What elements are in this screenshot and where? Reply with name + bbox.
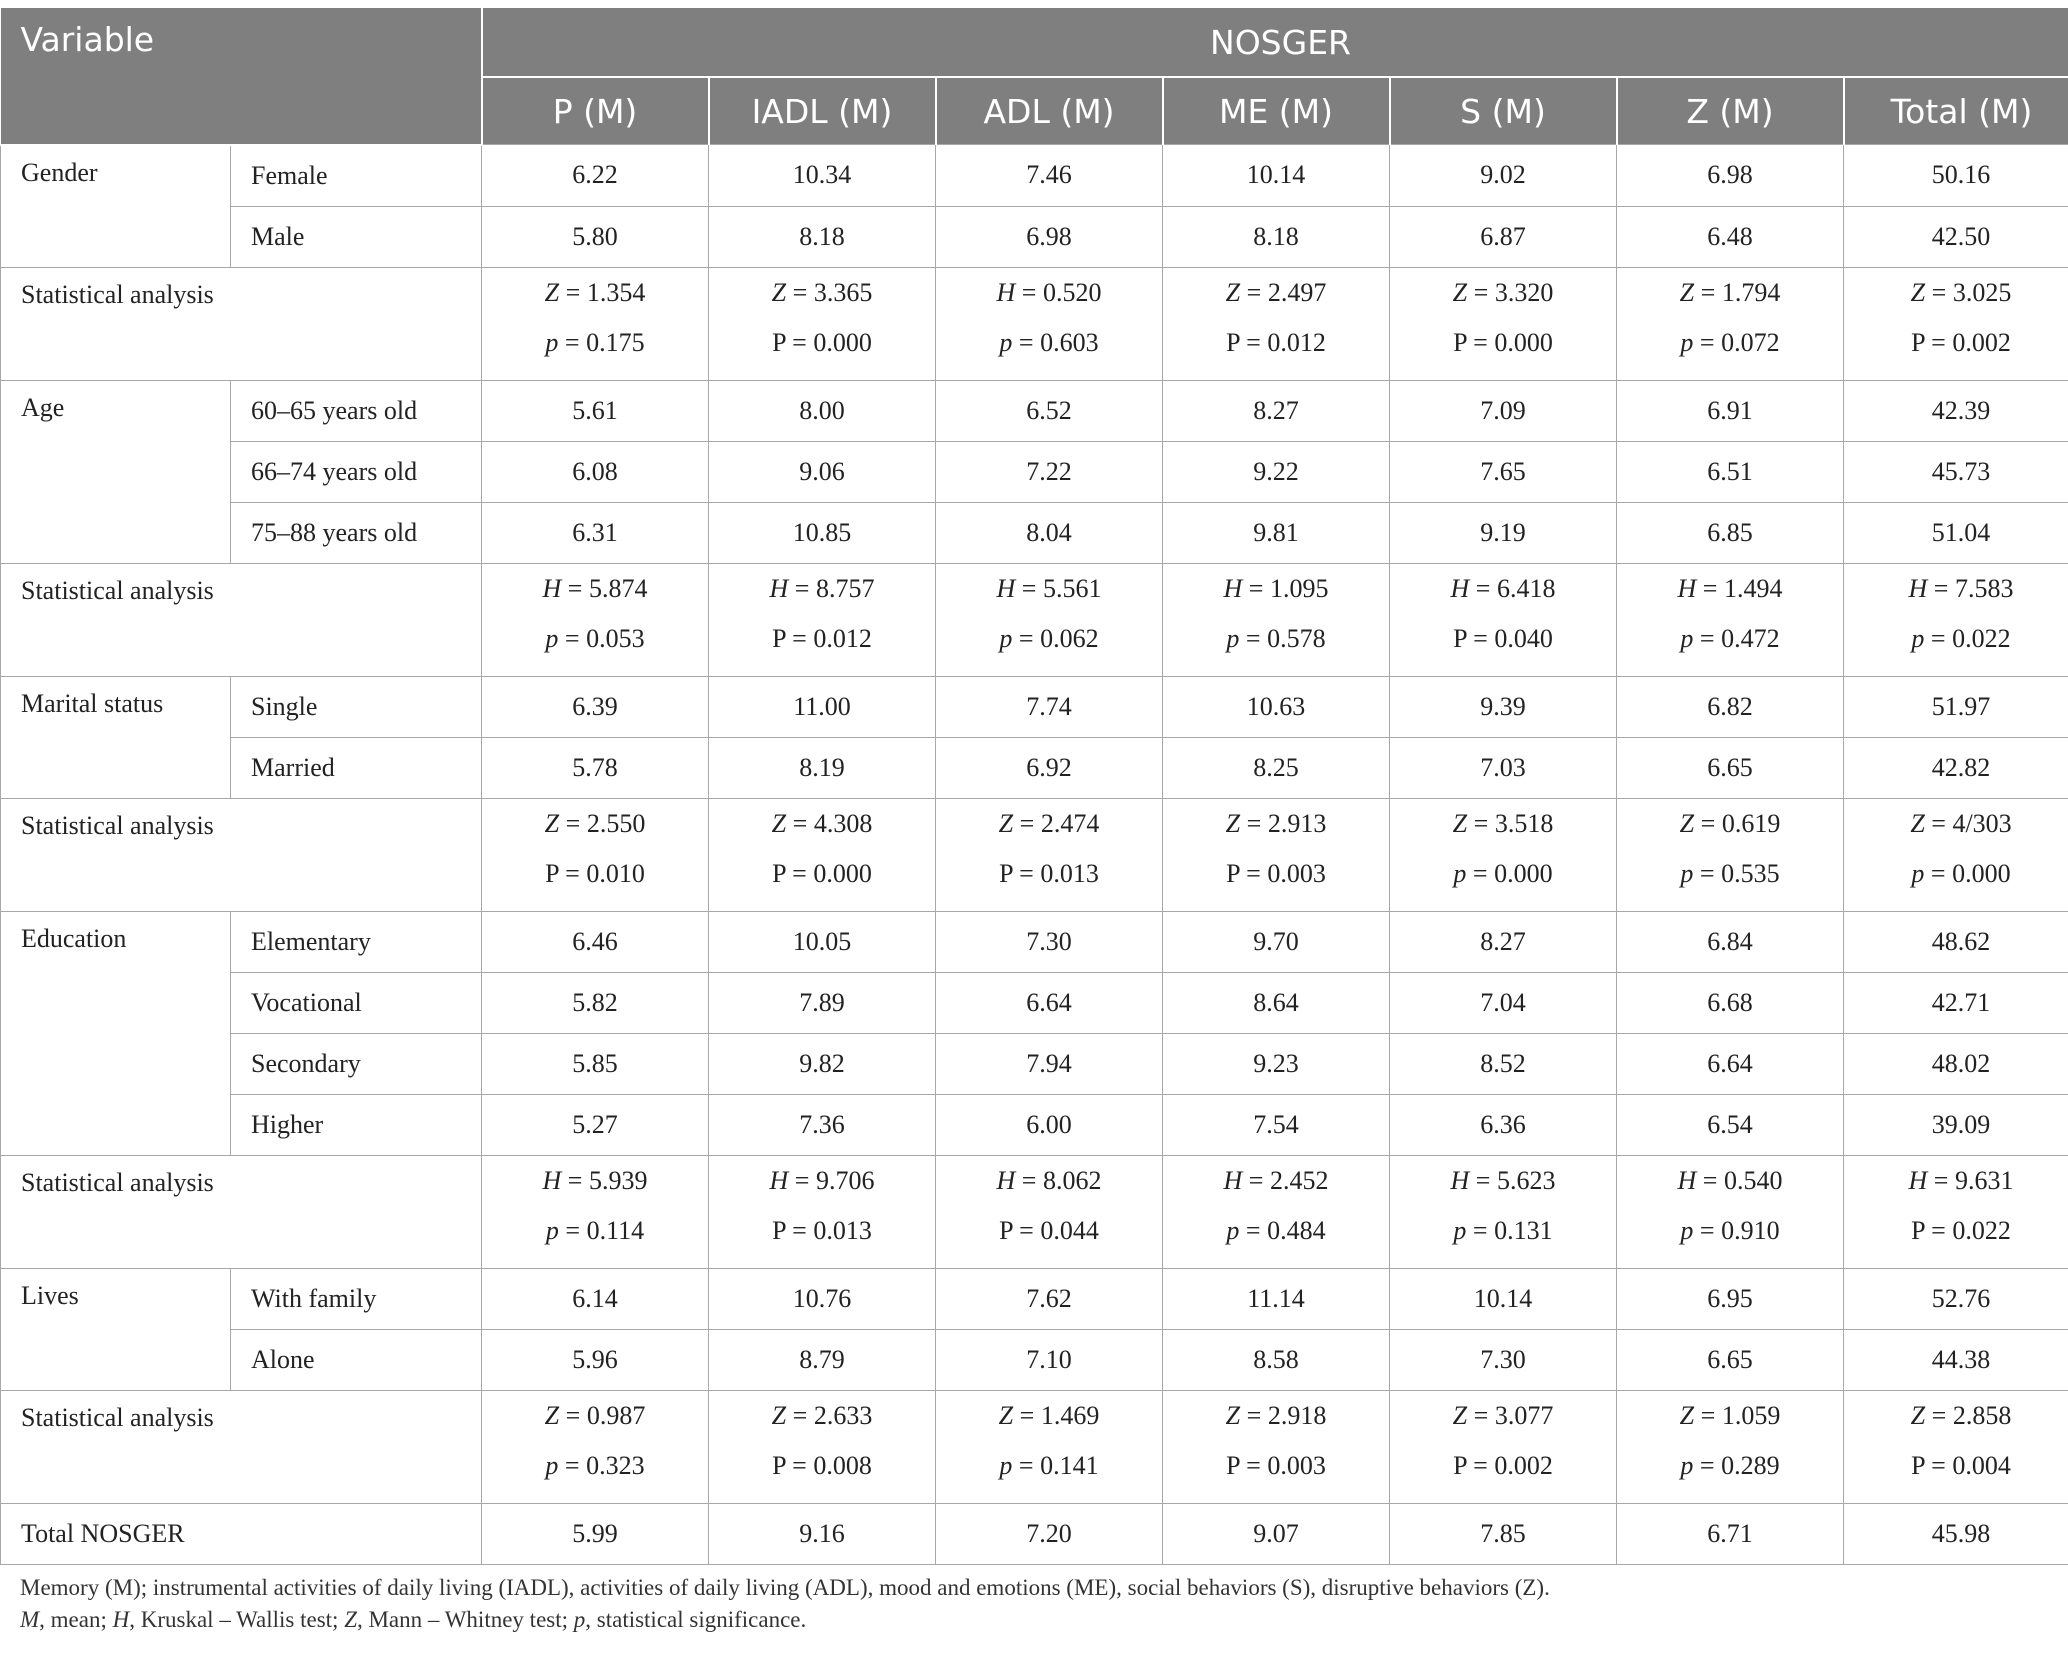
- value-cell: 5.85: [482, 1033, 709, 1094]
- stat-label: Statistical analysis: [1, 267, 482, 380]
- stat-cell: [936, 267, 1163, 380]
- column-header: ADL (M): [936, 77, 1163, 145]
- value-cell: 11.14: [1163, 1268, 1390, 1329]
- value-cell: 6.91: [1617, 380, 1844, 441]
- p-value: P = 0.000: [772, 327, 872, 357]
- test-statistic: H = 5.939: [542, 1165, 648, 1195]
- p-value: p = 0.131: [1453, 1215, 1553, 1245]
- value-cell: 9.39: [1390, 676, 1617, 737]
- value-cell: 5.82: [482, 972, 709, 1033]
- table-row: [1, 911, 2068, 972]
- test-statistic: Z = 2.550: [544, 808, 646, 838]
- p-value: P = 0.010: [545, 858, 645, 888]
- stat-cell: [482, 267, 709, 380]
- total-value-cell: 5.99: [482, 1503, 709, 1564]
- value-cell: 7.62: [936, 1268, 1163, 1329]
- p-value: p = 0.000: [1453, 858, 1553, 888]
- stat-label: Statistical analysis: [1, 1155, 482, 1268]
- total-value-cell: 45.98: [1844, 1503, 2068, 1564]
- stat-cell: [1390, 267, 1617, 380]
- stat-row: [1, 267, 2068, 380]
- value-cell: 8.18: [709, 206, 936, 267]
- stat-cell: [709, 563, 936, 676]
- test-statistic: Z = 3.365: [771, 277, 873, 307]
- stat-cell: [482, 1155, 709, 1268]
- p-value: p = 0.289: [1680, 1450, 1780, 1480]
- value-cell: 6.84: [1617, 911, 1844, 972]
- variable-label: Education: [1, 911, 231, 1155]
- value-cell: 6.82: [1617, 676, 1844, 737]
- value-cell: 9.82: [709, 1033, 936, 1094]
- value-cell: 10.14: [1390, 1268, 1617, 1329]
- value-cell: 10.63: [1163, 676, 1390, 737]
- stat-cell: [1390, 1155, 1617, 1268]
- p-value: p = 0.535: [1680, 858, 1780, 888]
- stat-row: [1, 1155, 2068, 1268]
- table-row: [1, 1329, 2068, 1390]
- value-cell: 45.73: [1844, 441, 2068, 502]
- value-cell: 7.36: [709, 1094, 936, 1155]
- stat-cell: [1163, 1390, 1390, 1503]
- table-row: [1, 206, 2068, 267]
- test-statistic: Z = 2.474: [998, 808, 1100, 838]
- value-cell: 6.54: [1617, 1094, 1844, 1155]
- value-cell: 9.81: [1163, 502, 1390, 563]
- value-cell: 7.94: [936, 1033, 1163, 1094]
- p-value: p = 0.484: [1226, 1215, 1326, 1245]
- test-statistic: Z = 3.320: [1452, 277, 1554, 307]
- test-statistic: Z = 3.518: [1452, 808, 1554, 838]
- p-value: p = 0.114: [545, 1215, 645, 1245]
- value-cell: 9.02: [1390, 145, 1617, 207]
- test-statistic: Z = 1.354: [544, 277, 646, 307]
- value-cell: 7.10: [936, 1329, 1163, 1390]
- total-value-cell: 9.07: [1163, 1503, 1390, 1564]
- value-cell: 8.52: [1390, 1033, 1617, 1094]
- value-cell: 7.54: [1163, 1094, 1390, 1155]
- stat-cell: [1844, 267, 2068, 380]
- value-cell: 6.98: [1617, 145, 1844, 207]
- p-value: p = 0.175: [545, 327, 645, 357]
- value-cell: 7.22: [936, 441, 1163, 502]
- table-notes: [20, 1572, 2050, 1636]
- stat-cell: [482, 798, 709, 911]
- stat-cell: [1163, 267, 1390, 380]
- category-label: 66–74 years old: [231, 441, 482, 502]
- category-label: Higher: [231, 1094, 482, 1155]
- p-value: P = 0.003: [1226, 858, 1326, 888]
- p-value: p = 0.910: [1680, 1215, 1780, 1245]
- table-row: [1, 676, 2068, 737]
- variable-label: Marital status: [1, 676, 231, 798]
- table-row: [1, 441, 2068, 502]
- test-statistic: H = 5.874: [542, 573, 648, 603]
- p-value: P = 0.000: [772, 858, 872, 888]
- p-value: P = 0.012: [772, 623, 872, 653]
- value-cell: 51.97: [1844, 676, 2068, 737]
- value-cell: 9.23: [1163, 1033, 1390, 1094]
- stat-cell: [1844, 1390, 2068, 1503]
- p-value: P = 0.040: [1453, 623, 1553, 653]
- test-statistic: Z = 4/303: [1910, 808, 2012, 838]
- value-cell: 42.50: [1844, 206, 2068, 267]
- stat-cell: [1617, 267, 1844, 380]
- results-table: [0, 8, 2068, 1565]
- value-cell: 6.00: [936, 1094, 1163, 1155]
- total-value-cell: 7.85: [1390, 1503, 1617, 1564]
- test-statistic: Z = 0.987: [544, 1400, 646, 1430]
- stat-cell: [482, 1390, 709, 1503]
- value-cell: 7.04: [1390, 972, 1617, 1033]
- test-statistic: Z = 1.469: [998, 1400, 1100, 1430]
- value-cell: 6.87: [1390, 206, 1617, 267]
- value-cell: 8.27: [1163, 380, 1390, 441]
- stat-cell: [1617, 798, 1844, 911]
- value-cell: 8.00: [709, 380, 936, 441]
- category-label: Alone: [231, 1329, 482, 1390]
- value-cell: 7.09: [1390, 380, 1617, 441]
- stat-cell: [1617, 1155, 1844, 1268]
- value-cell: 10.05: [709, 911, 936, 972]
- value-cell: 7.46: [936, 145, 1163, 207]
- value-cell: 5.80: [482, 206, 709, 267]
- stat-row: [1, 798, 2068, 911]
- column-header: ME (M): [1163, 77, 1390, 145]
- value-cell: 9.70: [1163, 911, 1390, 972]
- variable-label: Gender: [1, 145, 231, 268]
- value-cell: 8.79: [709, 1329, 936, 1390]
- value-cell: 48.62: [1844, 911, 2068, 972]
- stat-cell: [936, 1390, 1163, 1503]
- test-statistic: H = 0.540: [1677, 1165, 1783, 1195]
- table-row: [1, 380, 2068, 441]
- value-cell: 6.22: [482, 145, 709, 207]
- value-cell: 6.36: [1390, 1094, 1617, 1155]
- value-cell: 6.98: [936, 206, 1163, 267]
- stat-cell: [936, 798, 1163, 911]
- p-value: P = 0.008: [772, 1450, 872, 1480]
- value-cell: 7.30: [936, 911, 1163, 972]
- stat-cell: [1163, 1155, 1390, 1268]
- value-cell: 7.30: [1390, 1329, 1617, 1390]
- p-value: P = 0.044: [999, 1215, 1099, 1245]
- value-cell: 51.04: [1844, 502, 2068, 563]
- variable-label: Lives: [1, 1268, 231, 1390]
- test-statistic: Z = 4.308: [771, 808, 873, 838]
- value-cell: 7.89: [709, 972, 936, 1033]
- p-value: p = 0.323: [545, 1450, 645, 1480]
- nosger-header: NOSGER: [482, 8, 2068, 77]
- value-cell: 5.96: [482, 1329, 709, 1390]
- category-label: Vocational: [231, 972, 482, 1033]
- stat-cell: [1617, 563, 1844, 676]
- stat-cell: [1844, 563, 2068, 676]
- p-value: P = 0.002: [1911, 327, 2011, 357]
- stat-cell: [709, 1390, 936, 1503]
- test-statistic: H = 6.418: [1450, 573, 1556, 603]
- total-row: [1, 1503, 2068, 1564]
- value-cell: 6.14: [482, 1268, 709, 1329]
- stat-cell: [1163, 563, 1390, 676]
- value-cell: 10.34: [709, 145, 936, 207]
- value-cell: 6.08: [482, 441, 709, 502]
- value-cell: 50.16: [1844, 145, 2068, 207]
- p-value: P = 0.012: [1226, 327, 1326, 357]
- stat-cell: [709, 267, 936, 380]
- p-value: P = 0.013: [999, 858, 1099, 888]
- category-label: Male: [231, 206, 482, 267]
- value-cell: 42.82: [1844, 737, 2068, 798]
- value-cell: 6.65: [1617, 1329, 1844, 1390]
- table-row: [1, 1033, 2068, 1094]
- value-cell: 6.85: [1617, 502, 1844, 563]
- value-cell: 8.27: [1390, 911, 1617, 972]
- value-cell: 6.95: [1617, 1268, 1844, 1329]
- variable-label: Age: [1, 380, 231, 563]
- value-cell: 8.25: [1163, 737, 1390, 798]
- p-value: P = 0.022: [1911, 1215, 2011, 1245]
- value-cell: 9.22: [1163, 441, 1390, 502]
- category-label: With family: [231, 1268, 482, 1329]
- total-label: Total NOSGER: [1, 1503, 482, 1564]
- value-cell: 42.39: [1844, 380, 2068, 441]
- value-cell: 6.31: [482, 502, 709, 563]
- value-cell: 8.04: [936, 502, 1163, 563]
- value-cell: 11.00: [709, 676, 936, 737]
- column-header: Z (M): [1617, 77, 1844, 145]
- stat-cell: [1844, 1155, 2068, 1268]
- stat-row: [1, 563, 2068, 676]
- p-value: p = 0.141: [999, 1450, 1099, 1480]
- category-label: Married: [231, 737, 482, 798]
- category-label: Single: [231, 676, 482, 737]
- stat-cell: [709, 1155, 936, 1268]
- value-cell: 9.19: [1390, 502, 1617, 563]
- table-row: [1, 1094, 2068, 1155]
- value-cell: 6.92: [936, 737, 1163, 798]
- test-statistic: H = 1.095: [1223, 573, 1329, 603]
- total-value-cell: 7.20: [936, 1503, 1163, 1564]
- column-header: IADL (M): [709, 77, 936, 145]
- value-cell: 8.18: [1163, 206, 1390, 267]
- column-header: Total (M): [1844, 77, 2068, 145]
- test-statistic: Z = 2.913: [1225, 808, 1327, 838]
- test-statistic: H = 0.520: [996, 277, 1102, 307]
- test-statistic: H = 5.623: [1450, 1165, 1556, 1195]
- abbreviations-note: Memory (M); instrumental activities of daily living (IADL), activities of daily living (ADL), mood and emotions (ME), social behaviors (S), disruptive behaviors (Z).: [20, 1575, 1550, 1600]
- stat-label: Statistical analysis: [1, 798, 482, 911]
- test-statistic: H = 9.706: [769, 1165, 875, 1195]
- value-cell: 48.02: [1844, 1033, 2068, 1094]
- value-cell: 42.71: [1844, 972, 2068, 1033]
- p-value: P = 0.013: [772, 1215, 872, 1245]
- value-cell: 6.68: [1617, 972, 1844, 1033]
- value-cell: 6.48: [1617, 206, 1844, 267]
- value-cell: 5.61: [482, 380, 709, 441]
- test-statistic: Z = 1.794: [1679, 277, 1781, 307]
- p-value: p = 0.072: [1680, 327, 1780, 357]
- value-cell: 8.64: [1163, 972, 1390, 1033]
- value-cell: 52.76: [1844, 1268, 2068, 1329]
- stat-cell: [482, 563, 709, 676]
- value-cell: 6.64: [1617, 1033, 1844, 1094]
- p-value: p = 0.603: [999, 327, 1099, 357]
- category-label: Elementary: [231, 911, 482, 972]
- value-cell: 6.64: [936, 972, 1163, 1033]
- value-cell: 8.19: [709, 737, 936, 798]
- table-row: [1, 737, 2068, 798]
- table-row: [1, 502, 2068, 563]
- stat-cell: [1163, 798, 1390, 911]
- value-cell: 6.46: [482, 911, 709, 972]
- stat-cell: [1390, 1390, 1617, 1503]
- table-row: [1, 972, 2068, 1033]
- category-label: 60–65 years old: [231, 380, 482, 441]
- symbols-note: M, mean; H, Kruskal – Wallis test; Z, Mann – Whitney test; p, statistical significance.: [20, 1607, 807, 1632]
- test-statistic: Z = 3.025: [1910, 277, 2012, 307]
- value-cell: 10.76: [709, 1268, 936, 1329]
- test-statistic: Z = 2.918: [1225, 1400, 1327, 1430]
- p-value: P = 0.000: [1453, 327, 1553, 357]
- stat-cell: [709, 798, 936, 911]
- total-value-cell: 6.71: [1617, 1503, 1844, 1564]
- p-value: p = 0.022: [1911, 623, 2011, 653]
- value-cell: 6.52: [936, 380, 1163, 441]
- value-cell: 7.03: [1390, 737, 1617, 798]
- p-value: P = 0.003: [1226, 1450, 1326, 1480]
- p-value: p = 0.062: [999, 623, 1099, 653]
- test-statistic: Z = 1.059: [1679, 1400, 1781, 1430]
- test-statistic: H = 1.494: [1677, 573, 1783, 603]
- column-header: P (M): [482, 77, 709, 145]
- category-label: Secondary: [231, 1033, 482, 1094]
- total-value-cell: 9.16: [709, 1503, 936, 1564]
- table-row: [1, 145, 2068, 207]
- stat-row: [1, 1390, 2068, 1503]
- value-cell: 6.65: [1617, 737, 1844, 798]
- stat-cell: [1844, 798, 2068, 911]
- stat-cell: [1390, 798, 1617, 911]
- test-statistic: Z = 2.858: [1910, 1400, 2012, 1430]
- test-statistic: H = 9.631: [1908, 1165, 2014, 1195]
- p-value: P = 0.004: [1911, 1450, 2011, 1480]
- p-value: P = 0.002: [1453, 1450, 1553, 1480]
- value-cell: 10.14: [1163, 145, 1390, 207]
- value-cell: 39.09: [1844, 1094, 2068, 1155]
- test-statistic: H = 8.757: [769, 573, 875, 603]
- test-statistic: Z = 2.497: [1225, 277, 1327, 307]
- table-body: [1, 145, 2068, 1565]
- test-statistic: H = 2.452: [1223, 1165, 1329, 1195]
- test-statistic: Z = 3.077: [1452, 1400, 1554, 1430]
- value-cell: 10.85: [709, 502, 936, 563]
- test-statistic: H = 7.583: [1908, 573, 2014, 603]
- value-cell: 8.58: [1163, 1329, 1390, 1390]
- stat-label: Statistical analysis: [1, 563, 482, 676]
- stat-cell: [1617, 1390, 1844, 1503]
- table-row: [1, 1268, 2068, 1329]
- test-statistic: Z = 0.619: [1679, 808, 1781, 838]
- stat-cell: [936, 1155, 1163, 1268]
- p-value: p = 0.053: [545, 623, 645, 653]
- test-statistic: H = 5.561: [996, 573, 1102, 603]
- value-cell: 9.06: [709, 441, 936, 502]
- value-cell: 5.27: [482, 1094, 709, 1155]
- stat-cell: [936, 563, 1163, 676]
- value-cell: 7.65: [1390, 441, 1617, 502]
- p-value: p = 0.472: [1680, 623, 1780, 653]
- category-label: 75–88 years old: [231, 502, 482, 563]
- test-statistic: H = 8.062: [996, 1165, 1102, 1195]
- p-value: p = 0.578: [1226, 623, 1326, 653]
- value-cell: 44.38: [1844, 1329, 2068, 1390]
- variable-header: Variable: [1, 8, 482, 145]
- stat-cell: [1390, 563, 1617, 676]
- column-header: S (M): [1390, 77, 1617, 145]
- value-cell: 5.78: [482, 737, 709, 798]
- value-cell: 6.39: [482, 676, 709, 737]
- p-value: p = 0.000: [1911, 858, 2011, 888]
- category-label: Female: [231, 145, 482, 207]
- test-statistic: Z = 2.633: [771, 1400, 873, 1430]
- value-cell: 7.74: [936, 676, 1163, 737]
- stat-label: Statistical analysis: [1, 1390, 482, 1503]
- table-header: [1, 8, 2068, 145]
- value-cell: 6.51: [1617, 441, 1844, 502]
